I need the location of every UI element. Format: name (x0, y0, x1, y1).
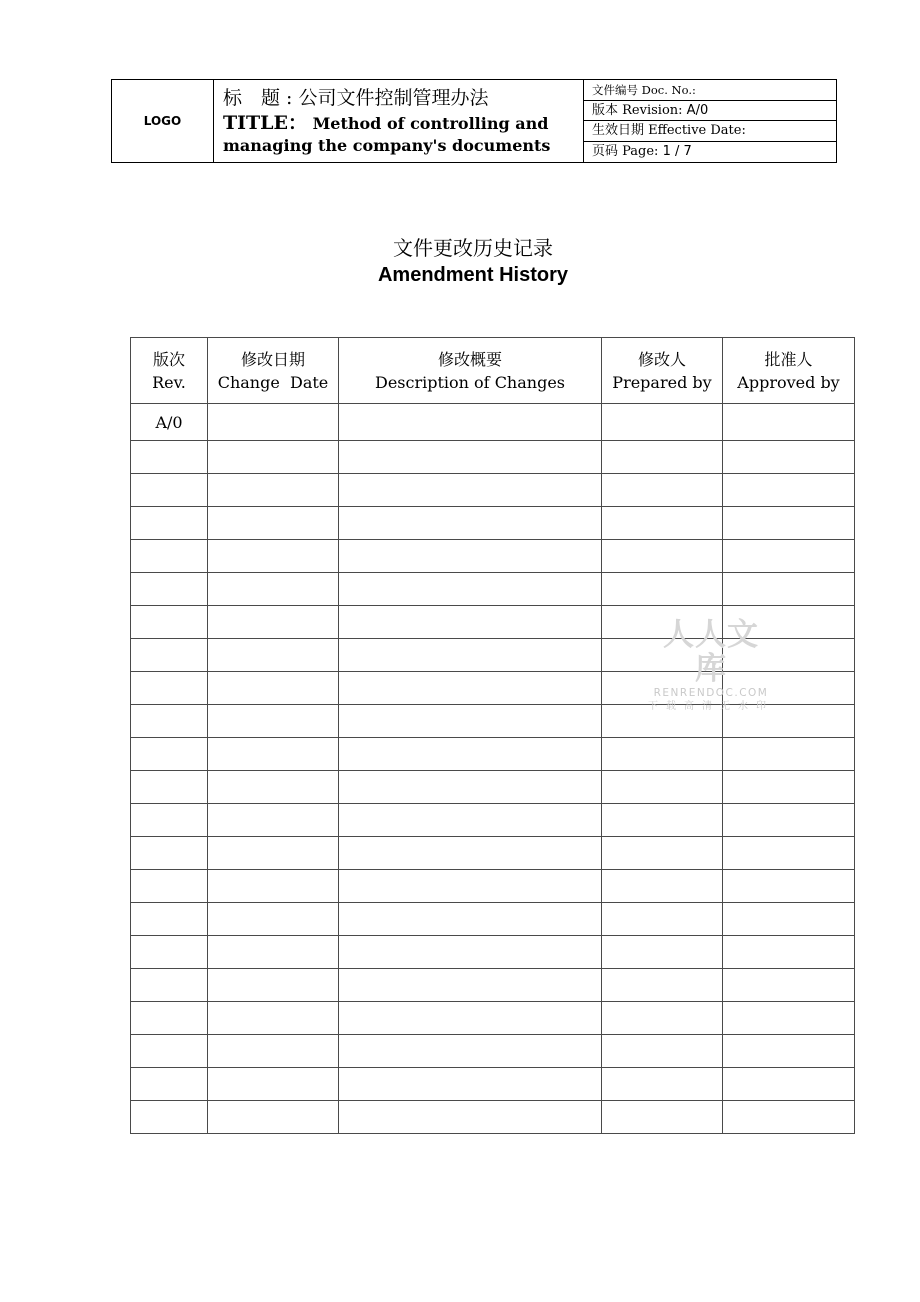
approved-by-cell (723, 771, 855, 804)
description-cell (339, 804, 602, 837)
column-header-cn: 批准人 (764, 349, 813, 369)
description-cell (339, 936, 602, 969)
watermark-url: RENRENDOC.COM (653, 687, 769, 699)
doc-number-row (584, 80, 836, 101)
prepared-by-cell (602, 441, 723, 474)
revision-row (584, 101, 836, 122)
revision-cell (131, 1068, 208, 1101)
change-date-cell (208, 738, 339, 771)
description-cell (339, 738, 602, 771)
revision-cell (131, 672, 208, 705)
description-cell (339, 870, 602, 903)
approved-by-cell (723, 639, 855, 672)
column-header-en: Change Date (217, 372, 329, 392)
approved-by-cell (723, 1068, 855, 1101)
approved-by-cell (723, 1002, 855, 1035)
revision-cell (131, 804, 208, 837)
change-date-cell (208, 1101, 339, 1134)
document-meta (584, 80, 836, 162)
title-english-line2: managing the company's documents (223, 136, 551, 155)
prepared-by-cell (602, 936, 723, 969)
prepared-by-cell (602, 837, 723, 870)
table-row (131, 738, 855, 771)
table-row (131, 705, 855, 738)
column-header-en: Prepared by (612, 372, 712, 392)
revision-cell (131, 870, 208, 903)
approved-by-cell (723, 969, 855, 1002)
prepared-by-cell (602, 870, 723, 903)
column-header-en: Rev. (152, 372, 186, 392)
change-date-cell (208, 936, 339, 969)
column-header-description (339, 338, 602, 404)
description-cell (339, 474, 602, 507)
prepared-by-cell (602, 672, 723, 705)
description-cell (339, 573, 602, 606)
change-date-cell (208, 969, 339, 1002)
change-date-cell (208, 606, 339, 639)
prepared-by-cell (602, 804, 723, 837)
doc-number-label: 文件编号 Doc. No.: (592, 83, 696, 97)
revision-cell (131, 969, 208, 1002)
revision-cell (131, 1101, 208, 1134)
prepared-by-cell (602, 639, 723, 672)
revision-label: 版本 Revision: (592, 102, 687, 118)
table-row (131, 540, 855, 573)
revision-cell (131, 936, 208, 969)
description-cell (339, 441, 602, 474)
watermark-tagline: 下载高清无水印 (648, 701, 774, 712)
revision-cell: A/0 (131, 404, 208, 441)
table-row (131, 1101, 855, 1134)
table-row (131, 936, 855, 969)
description-cell (339, 837, 602, 870)
change-date-cell (208, 507, 339, 540)
approved-by-cell (723, 441, 855, 474)
column-header-cn: 修改人 (637, 349, 686, 369)
page-row (584, 142, 836, 163)
approved-by-cell (723, 540, 855, 573)
effective-date-label: 生效日期 Effective Date: (592, 123, 746, 138)
description-cell (339, 639, 602, 672)
page-number: 1 / 7 (662, 143, 692, 159)
prepared-by-cell (602, 1101, 723, 1134)
change-date-cell (208, 441, 339, 474)
prepared-by-cell (602, 1035, 723, 1068)
prepared-by-cell (602, 606, 723, 639)
prepared-by-cell (602, 573, 723, 606)
approved-by-cell (723, 1101, 855, 1134)
prepared-by-cell (602, 705, 723, 738)
revision-value: A/0 (686, 102, 709, 118)
revision-cell (131, 606, 208, 639)
table-row (131, 441, 855, 474)
heading-english: Amendment History (377, 264, 569, 286)
effective-date-row (584, 121, 836, 142)
description-cell (339, 404, 602, 441)
prepared-by-cell (602, 540, 723, 573)
revision-cell (131, 474, 208, 507)
approved-by-cell (723, 474, 855, 507)
approved-by-cell (723, 705, 855, 738)
description-cell (339, 507, 602, 540)
approved-by-cell (723, 573, 855, 606)
change-date-cell (208, 870, 339, 903)
column-header-cn: 修改日期 (240, 349, 305, 369)
approved-by-cell (723, 903, 855, 936)
title-english-text: Method of controlling and (312, 114, 549, 133)
title-english-prefix: TITLE： (223, 112, 308, 134)
table-row (131, 771, 855, 804)
table-row (131, 969, 855, 1002)
table-row (131, 639, 855, 672)
prepared-by-cell (602, 1002, 723, 1035)
revision-cell (131, 1035, 208, 1068)
revision-cell (131, 540, 208, 573)
column-header-en: Description of Changes (375, 372, 565, 392)
revision-cell (131, 705, 208, 738)
approved-by-cell (723, 404, 855, 441)
revision-cell (131, 441, 208, 474)
section-heading (0, 234, 920, 288)
prepared-by-cell (602, 404, 723, 441)
approved-by-cell (723, 738, 855, 771)
column-header-en: Approved by (737, 372, 840, 392)
prepared-by-cell (602, 969, 723, 1002)
prepared-by-cell (602, 903, 723, 936)
table-header-row (131, 338, 855, 404)
change-date-cell (208, 573, 339, 606)
column-header-change-date (208, 338, 339, 404)
description-cell (339, 540, 602, 573)
change-date-cell (208, 639, 339, 672)
revision-cell (131, 837, 208, 870)
logo: LOGO (112, 80, 214, 162)
change-date-cell (208, 1002, 339, 1035)
prepared-by-cell (602, 771, 723, 804)
revision-cell (131, 639, 208, 672)
approved-by-cell (723, 804, 855, 837)
description-cell (339, 1101, 602, 1134)
change-date-cell (208, 474, 339, 507)
description-cell (339, 672, 602, 705)
change-date-cell (208, 903, 339, 936)
approved-by-cell (723, 936, 855, 969)
table-row (131, 606, 855, 639)
column-header-cn: 修改概要 (437, 349, 502, 369)
change-date-cell (208, 1035, 339, 1068)
approved-by-cell (723, 1035, 855, 1068)
document-header (111, 79, 837, 163)
change-date-cell (208, 705, 339, 738)
description-cell (339, 771, 602, 804)
description-cell (339, 705, 602, 738)
approved-by-cell (723, 672, 855, 705)
table-row (131, 903, 855, 936)
description-cell (339, 1002, 602, 1035)
approved-by-cell (723, 507, 855, 540)
prepared-by-cell (602, 1068, 723, 1101)
description-cell (339, 1035, 602, 1068)
revision-cell (131, 573, 208, 606)
table-row (131, 1068, 855, 1101)
document-title (214, 80, 584, 162)
table-row (131, 804, 855, 837)
heading-chinese: 文件更改历史记录 (393, 236, 553, 260)
description-cell (339, 969, 602, 1002)
change-date-cell (208, 672, 339, 705)
page-label: 页码 Page: (592, 143, 663, 159)
table-body (131, 404, 855, 1134)
column-header-approved-by (723, 338, 855, 404)
table-row (131, 1035, 855, 1068)
table-row (131, 404, 855, 441)
watermark-name: 人人文库 (663, 617, 759, 687)
column-header-revision (131, 338, 208, 404)
table-row (131, 672, 855, 705)
column-header-cn: 版次 (152, 349, 185, 369)
revision-cell (131, 507, 208, 540)
prepared-by-cell (602, 474, 723, 507)
description-cell (339, 903, 602, 936)
change-date-cell (208, 804, 339, 837)
table-row (131, 474, 855, 507)
table-row (131, 507, 855, 540)
change-date-cell (208, 404, 339, 441)
prepared-by-cell (602, 738, 723, 771)
revision-cell (131, 1002, 208, 1035)
approved-by-cell (723, 837, 855, 870)
revision-cell (131, 738, 208, 771)
title-chinese: 标 题 : 公司文件控制管理办法 (223, 87, 489, 109)
description-cell (339, 1068, 602, 1101)
amendment-history-table (130, 337, 855, 1134)
table-row (131, 573, 855, 606)
approved-by-cell (723, 870, 855, 903)
change-date-cell (208, 540, 339, 573)
title-english-line1 (223, 112, 583, 135)
table-row (131, 1002, 855, 1035)
prepared-by-cell (602, 507, 723, 540)
change-date-cell (208, 1068, 339, 1101)
change-date-cell (208, 837, 339, 870)
description-cell (339, 606, 602, 639)
table-row (131, 837, 855, 870)
revision-cell (131, 903, 208, 936)
approved-by-cell (723, 606, 855, 639)
revision-cell (131, 771, 208, 804)
change-date-cell (208, 771, 339, 804)
table-row (131, 870, 855, 903)
column-header-prepared-by (602, 338, 723, 404)
